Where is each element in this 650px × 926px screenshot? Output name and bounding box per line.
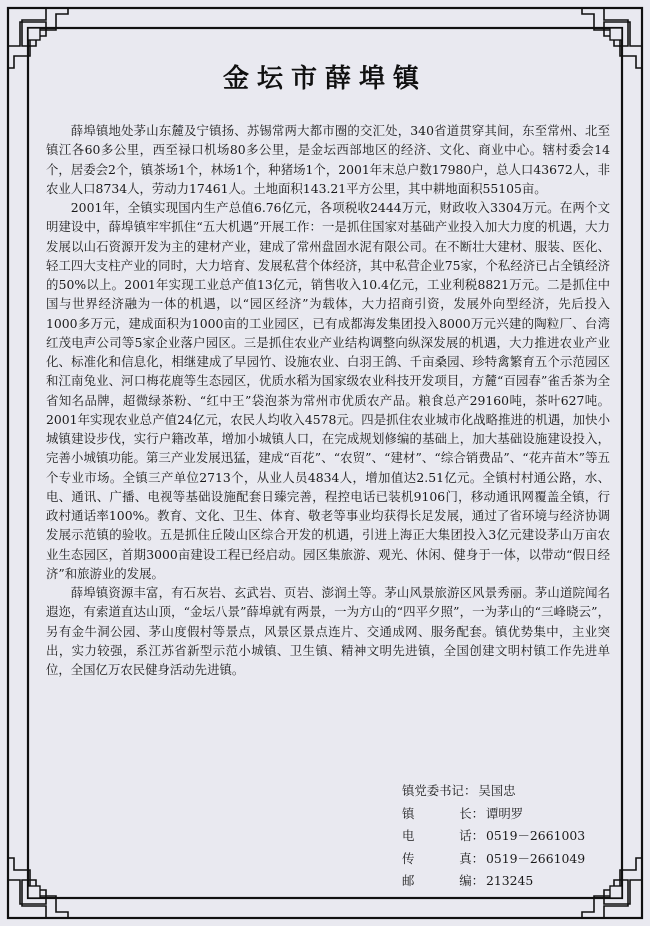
contact-label-fax [402, 848, 484, 871]
contact-row-secretary [402, 780, 612, 803]
contact-label-phone-last: 话： [459, 828, 484, 843]
contact-value-fax: 0519－2661049 [486, 850, 586, 866]
paragraph-economy: 2001年，全镇实现国内生产总值6.76亿元，各项税收2444万元，财政收入3304万元。在两个文明建设中，薛埠镇牢牢抓住“五大机遇”开展工作：一是抓住国家对基础产业投入加大力度的机遇，大力发展以山石资源开发为主的建材产业，建成了常州盘固水泥有限公司。在不断壮大建材、服装、医化、轻工四大支柱产业的同时，大力培育、发展私营个体经济，其中私营企业75家，个私经济已占全镇经济的50%以上。2001年实现工业总产值13亿元，销售收入10.4亿元，工业利税8821万元。二是抓住中国与世界经济融为一体的机遇，以“园区经济”为载体，大力招商引资，发展外向型经济，先后投入1000多万元，建成面积为1000亩的工业园区，已有成都海发集团投入8000万元兴建的陶粒厂、台湾红茂电声公司等5家企业落户园区。三是抓住农业产业结构调整向纵深发展的机遇，大力推进农业产业化、标准化和信息化，相继建成了早园竹、设施农业、白羽王鸽、千亩桑园、珍特禽繁育五个示范园区和江南兔业、河口梅花鹿等生态园区，优质水稻为国家级农业科技开发项目，方麓“百园春”雀舌茶为全省知名品牌，超微绿茶粉、“红中王”袋泡茶为常州市优质农产品。粮食总产29160吨，茶叶627吨。2001年实现农业总产值24亿元，农民人均收入4578元。四是抓住农业城市化战略推进的机遇，加快小城镇建设步伐，实行户籍改革，增加小城镇人口，在完成规划修编的基础上，加大基础设施建设投入，完善小城镇功能。第三产业发展迅猛，建成“百花”、“农贸”、“建材”、“综合销费品”、“花卉苗木”等五个专业市场。全镇三产单位2713个，从业人员4834人，增加值达2.51亿元。全镇村村通公路，水、电、通讯、广播、电视等基础设施配套日臻完善，程控电话已装机9106门，移动通讯网覆盖全镇，行政村通话率100%。教育、文化、卫生、体育、敬老等事业均获得长足发展，通过了省环境与经济协调发展示范镇的验收。五是抓住丘陵山区综合开发的机遇，引进上海正大集团投入3亿元建设茅山万亩农业生态园区，首期3000亩建设工程已经启动。园区集旅游、观光、休闲、健身于一体，以带动“假日经济”和旅游业的发展。 [46, 200, 610, 581]
contact-value-postcode: 213245 [486, 873, 534, 888]
contact-row-mayor [402, 803, 612, 826]
contact-block [402, 780, 612, 893]
contact-label-fax-last: 真： [459, 850, 484, 866]
contact-row-postcode [402, 870, 612, 893]
contact-label-phone [402, 825, 484, 848]
contact-row-phone [402, 825, 612, 848]
paragraph-resources: 薛埠镇资源丰富，有石灰岩、玄武岩、页岩、澎润土等。茅山风景旅游区风景秀丽。茅山道院闻名遐迩，有索道直达山顶，“金坛八景”薛埠就有两景，一为方山的“四平夕照”，一为茅山的“三峰晓云”，另有金牛洞公园、茅山度假村等景点，风景区景点连片、交通成网、服务配套。镇优势集中，主业突出，实力较强，系江苏省新型示范小城镇、卫生镇、精神文明先进镇，全国创建文明村镇工作先进单位，全国亿万农民健身活动先进镇。 [46, 585, 610, 677]
contact-label-secretary: 镇党委书记： [402, 783, 477, 798]
contact-label-postcode [402, 870, 484, 893]
contact-value-mayor: 谭明罗 [486, 805, 524, 821]
paragraph-overview: 薛埠镇地处茅山东麓及宁镇扬、苏锡常两大都市圈的交汇处，340省道贯穿其间，东至常州、北至镇江各60多公里，西至禄口机场80多公里，是金坛西部地区的经济、文化、商业中心。辖村委会14个，居委会2个，镇茶场1个，林场1个，种猪场1个，2001年末总户数17980户，总人口43672人，非农业人口8734人，劳动力17461人。土地面积143.21平方公里，其中耕地面积55105亩。 [46, 123, 610, 196]
contact-label-postcode-last: 编： [459, 873, 484, 888]
contact-label-postcode-first: 邮 [402, 873, 415, 888]
contact-value-secretary: 吴国忠 [478, 783, 516, 798]
page-title: 金坛市薛埠镇 [222, 64, 427, 94]
contact-label-mayor-last: 长： [459, 805, 484, 821]
contact-label-phone-first: 电 [402, 828, 415, 843]
body-text [46, 121, 610, 679]
contact-value-phone: 0519－2661003 [486, 828, 586, 843]
contact-label-mayor-first: 镇 [402, 805, 415, 821]
contact-label-fax-first: 传 [402, 850, 415, 866]
contact-row-fax [402, 848, 612, 871]
contact-label-mayor [402, 803, 484, 826]
